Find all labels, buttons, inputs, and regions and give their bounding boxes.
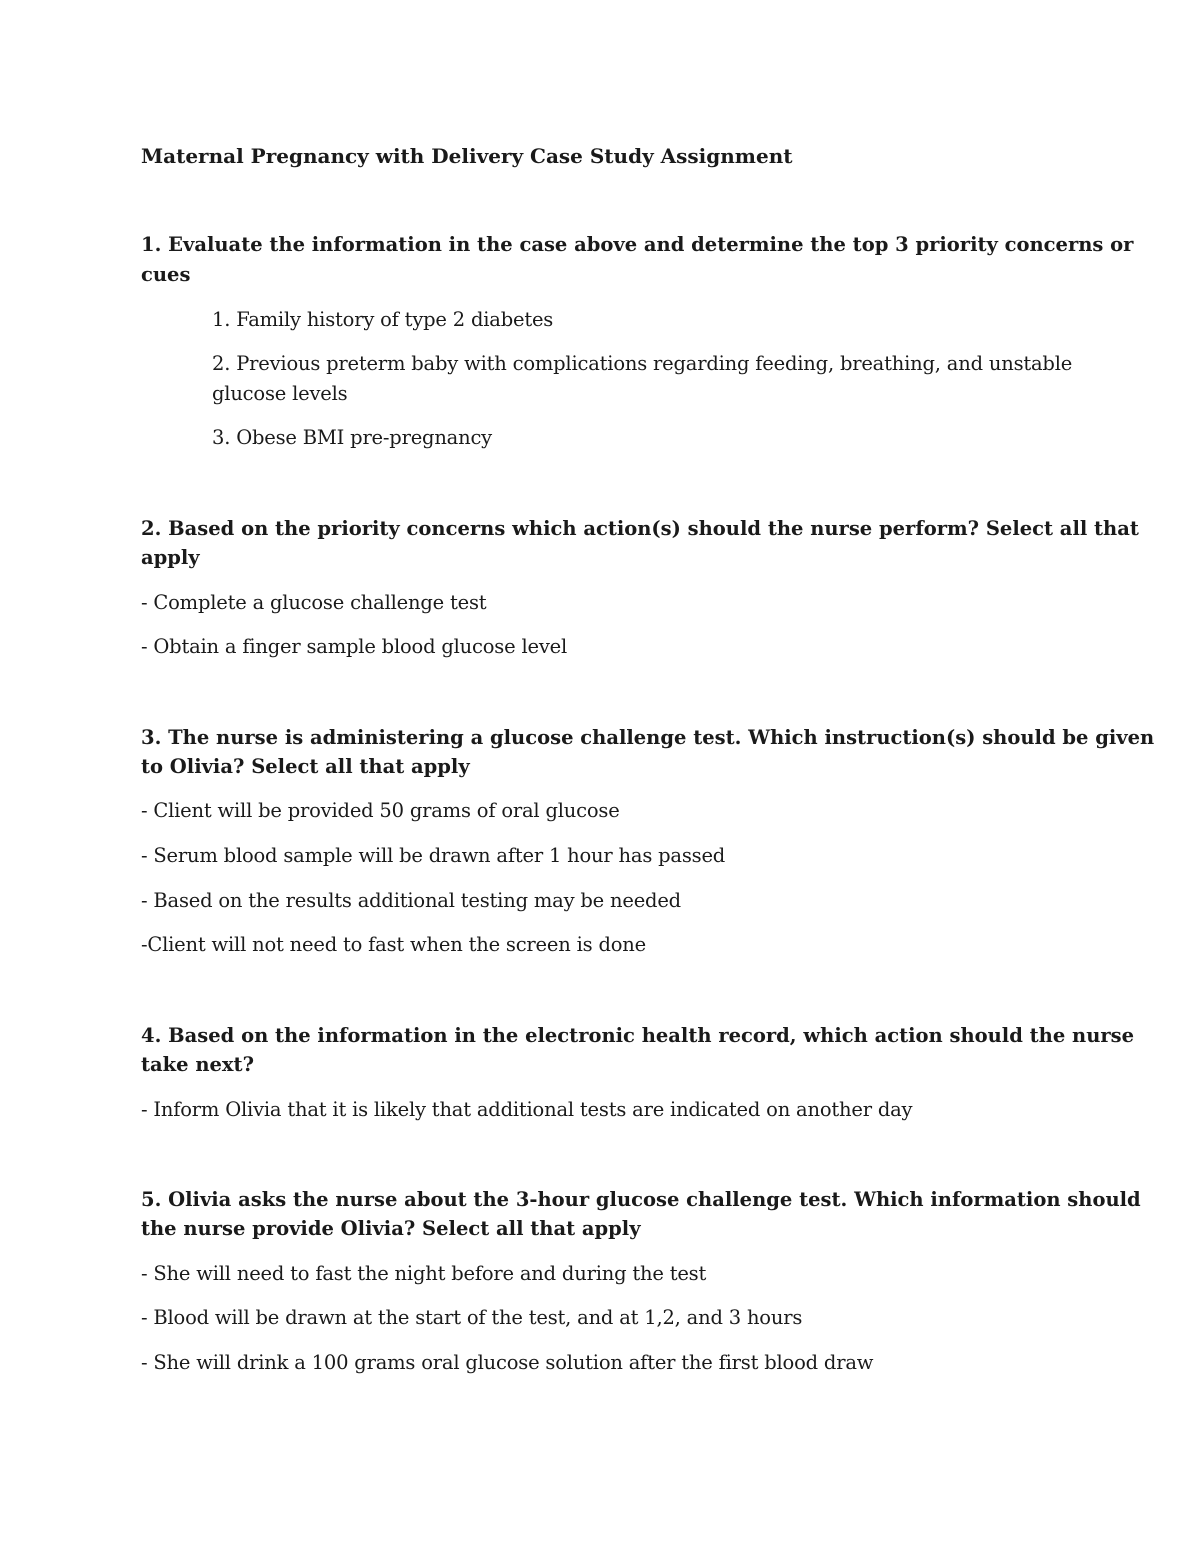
q3-answer-2: - Serum blood sample will be drawn after 1 hour has passed <box>141 844 726 867</box>
q5-answer-3: - She will drink a 100 grams oral glucose solution after the first blood draw <box>141 1351 874 1374</box>
q3-answer-3: - Based on the results additional testing may be needed <box>141 889 681 912</box>
question-3-line-2: to Olivia? Select all that apply <box>141 755 470 778</box>
q1-answer-3: 3. Obese BMI pre-pregnancy <box>212 426 492 449</box>
q2-answer-1: - Complete a glucose challenge test <box>141 591 487 614</box>
q1-answer-2: 2. Previous preterm baby with complications regarding feeding, breathing, and unstable <box>212 352 1073 375</box>
q1-answer-2-continued: glucose levels <box>212 382 348 405</box>
document-title: Maternal Pregnancy with Delivery Case Study Assignment <box>141 144 793 168</box>
question-2-line-2: apply <box>141 546 200 569</box>
q1-answer-1: 1. Family history of type 2 diabetes <box>212 308 554 331</box>
q5-answer-2: - Blood will be drawn at the start of the test, and at 1,2, and 3 hours <box>141 1306 803 1329</box>
question-4-line-1: 4. Based on the information in the electronic health record, which action should the nurse <box>141 1024 1135 1047</box>
q4-answer-1: - Inform Olivia that it is likely that additional tests are indicated on another day <box>141 1098 913 1121</box>
q3-answer-1: - Client will be provided 50 grams of oral glucose <box>141 799 620 822</box>
q3-answer-4: -Client will not need to fast when the screen is done <box>141 933 646 956</box>
question-1-line-1: 1. Evaluate the information in the case above and determine the top 3 priority concerns or <box>141 233 1134 256</box>
question-3-line-1: 3. The nurse is administering a glucose challenge test. Which instruction(s) should be given <box>141 726 1155 749</box>
question-1-line-2: cues <box>141 263 191 286</box>
question-5-line-2: the nurse provide Olivia? Select all that apply <box>141 1217 641 1240</box>
q5-answer-1: - She will need to fast the night before and during the test <box>141 1262 707 1285</box>
q2-answer-2: - Obtain a finger sample blood glucose level <box>141 635 568 658</box>
question-4-line-2: take next? <box>141 1053 254 1076</box>
question-2-line-1: 2. Based on the priority concerns which action(s) should the nurse perform? Select all that <box>141 517 1139 540</box>
question-5-line-1: 5. Olivia asks the nurse about the 3-hour glucose challenge test. Which information should <box>141 1188 1141 1211</box>
